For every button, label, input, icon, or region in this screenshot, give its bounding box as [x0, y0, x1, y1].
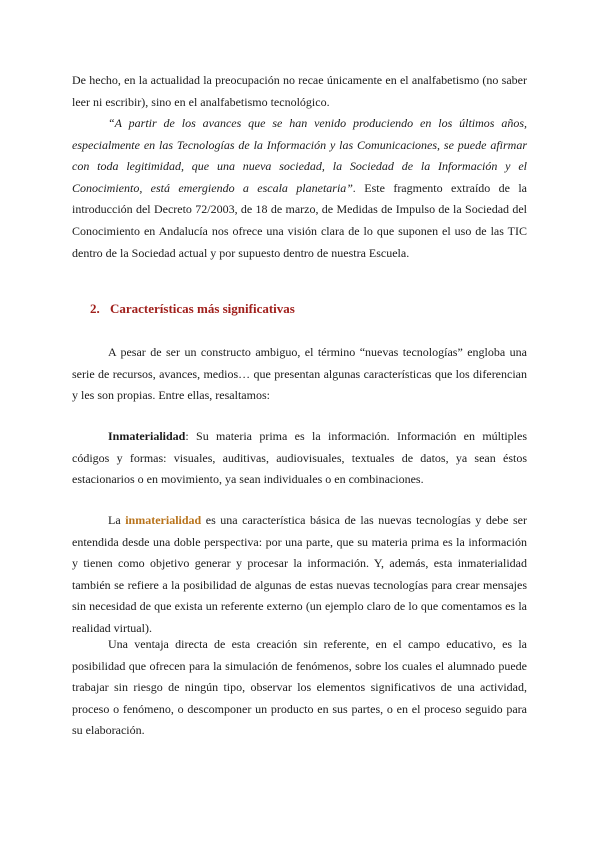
paragraph-ventaja: Una ventaja directa de esta creación sin referente, en el campo educativo, es la posibilidad que ofrecen para la simulación de fenómenos, sobre los cuales el alumnado puede trabajar sin riesgo de ningún tipo, observar los elementos significativos de una actividad, proceso o fenómeno, o descomponer un producto en sus partes, o en el proceso seguido para su elaboración.: [72, 637, 527, 738]
quote-decreto: “A partir de los avances que se han venido produciendo en los últimos años, especialmente en las Tecnologías de la Información y las Comunicaciones, se puede afirmar con toda legitimidad, que una nueva sociedad, la Sociedad de la Información y el Conocimiento, está emergiendo a escala planetaria”.: [72, 116, 527, 195]
paragraph-decreto-rest: Este fragmento extraído de la introducción del Decreto 72/2003, de 18 de marzo, de Medidas de Impulso de la Sociedad del Conocimiento en Andalucía nos ofrece una visión clara de lo que suponen el uso de las TIC dentro de la Sociedad actual y por supuesto dentro de nuestra Escuela.: [72, 180, 527, 260]
section-number: 2.: [90, 301, 100, 316]
paragraph-decreto: [72, 113, 527, 264]
highlight-inmaterialidad: inmaterialidad: [125, 513, 202, 527]
section-title: Características más significativas: [110, 301, 295, 316]
term-inmaterialidad: Inmaterialidad: [108, 429, 186, 443]
paragraph-analfabetismo: De hecho, en la actualidad la preocupación no recae únicamente en el analfabetismo (no saber leer ni escribir), sino en el analfabetismo tecnológico.: [72, 73, 527, 109]
paragraph-lead: La: [108, 513, 126, 527]
paragraph-inmaterialidad-detail: [72, 510, 527, 640]
paragraph-inmaterialidad-detail-rest: es una característica básica de las nuevas tecnologías y debe ser entendida desde una doble perspectiva: por una parte, que su materia prima es la información y tienen como objetivo generar y procesar la información. Y, además, esta inmaterialidad también se refiere a la posibilidad de algunas de estas nuevas tecnologías para crear mensajes sin necesidad de que exista un referente externo (un ejemplo claro de lo que comentamos es la realidad virtual).: [72, 513, 528, 635]
paragraph-constructo: A pesar de ser un constructo ambiguo, el término “nuevas tecnologías” engloba una serie de recursos, avances, medios… que presentan algunas características que los diferencian y les son propias. Entre ellas, resaltamos:: [72, 345, 527, 403]
paragraph-inmaterialidad-def: [72, 426, 527, 491]
paragraph-inmaterialidad-def-rest: : Su materia prima es la información. Información en múltiples códigos y formas: visuales, auditivas, audiovisuales, textuales de datos, ya sean éstos estacionarios o en movimiento, ya sean individuales o en combinaciones.: [72, 429, 527, 487]
section-heading: [90, 301, 295, 317]
